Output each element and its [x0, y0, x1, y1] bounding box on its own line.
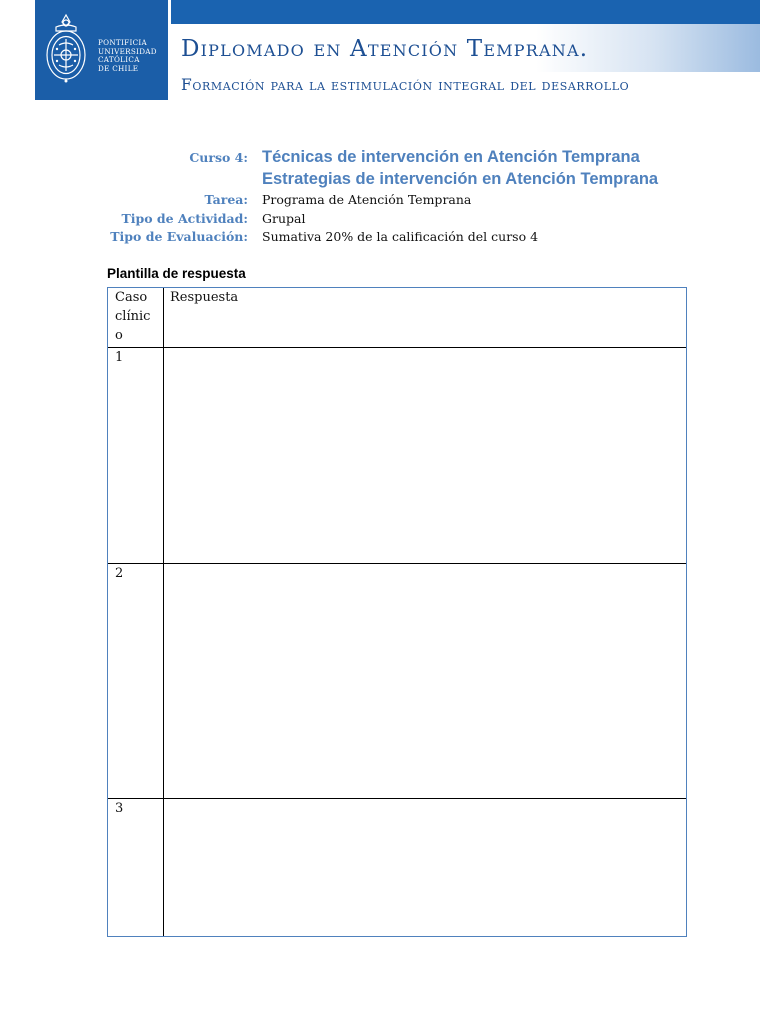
program-subtitle: Formación para la estimulación integral del desarrollo	[181, 76, 630, 94]
program-title: Diplomado en Atención Temprana.	[181, 36, 589, 62]
logo-separator	[168, 0, 171, 100]
university-line: UNIVERSIDAD	[98, 46, 157, 56]
course-label: Curso 4:	[189, 150, 248, 165]
university-name	[98, 39, 166, 73]
course-title-1: Técnicas de intervención en Atención Temprana	[262, 148, 640, 166]
answer-cell[interactable]	[170, 799, 680, 929]
university-seal-icon	[42, 13, 90, 85]
case-header-line: o	[115, 328, 123, 343]
case-number: 3	[115, 801, 124, 816]
header-banner	[35, 0, 760, 100]
case-header-line: clínic	[115, 309, 151, 324]
case-number: 2	[115, 566, 124, 581]
university-line: CATÓLICA	[98, 55, 140, 65]
case-column-header	[115, 288, 150, 345]
answer-table	[107, 287, 687, 937]
evaluation-value: Sumativa 20% de la calificación del curso 4	[262, 229, 539, 244]
answer-cell[interactable]	[170, 348, 680, 558]
case-header-line: Caso	[115, 290, 148, 305]
template-heading: Plantilla de respuesta	[107, 266, 246, 281]
university-logo-block	[35, 0, 168, 100]
university-line: DE CHILE	[98, 63, 139, 73]
answer-cell[interactable]	[170, 564, 680, 792]
task-label: Tarea:	[204, 192, 248, 207]
activity-value: Grupal	[262, 211, 306, 226]
evaluation-label: Tipo de Evaluación:	[110, 229, 248, 244]
course-title-2: Estrategias de intervención en Atención Temprana	[262, 170, 659, 188]
university-line: PONTIFICIA	[98, 38, 148, 47]
task-value: Programa de Atención Temprana	[262, 192, 472, 207]
column-divider	[163, 288, 164, 936]
case-number: 1	[115, 350, 124, 365]
activity-label: Tipo de Actividad:	[121, 211, 248, 226]
answer-column-header: Respuesta	[170, 290, 239, 305]
